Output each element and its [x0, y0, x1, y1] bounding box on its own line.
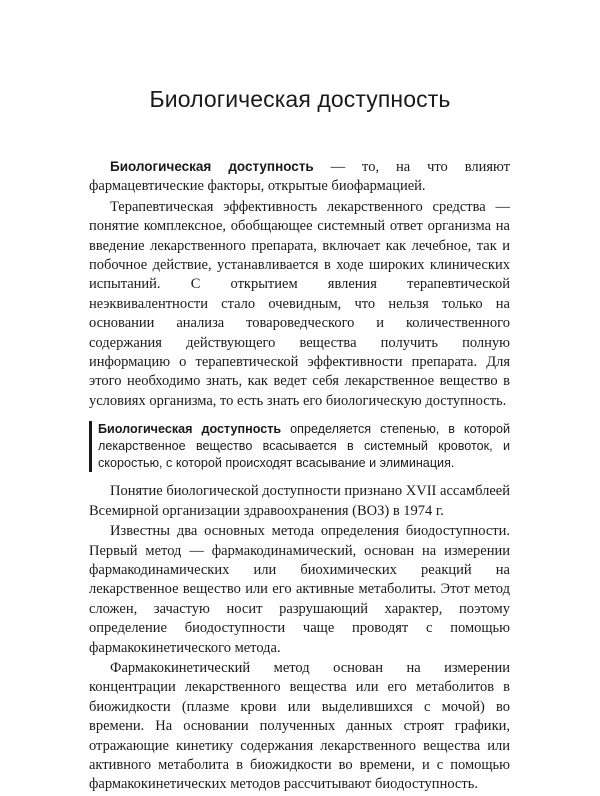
paragraph-therapeutic-efficacy: Терапевтическая эффективность лекарственного средства — понятие комплексное, обобщающее системный ответ организма на введение лекарственного препарата, включает как лечебное, так и побочное действие, устанавливается в ходе широких клинических испытаний. С открытием явления терапевтической неэквивалентности стало очевидным, что нельзя только на основании анализа товароведческого и количественного содержания действующего вещества получить полную информацию о терапевтической эффективности препарата. Для этого необходимо знать, как ведет себя лекарственное вещество в условиях организма, то есть знать его биологическую доступность. [89, 198, 510, 409]
callout-term: Биологическая доступность [98, 422, 282, 437]
body-text [89, 157, 510, 796]
definition-text: — то, на что влияют фармацевтические факторы, открытые биофармацией. [89, 159, 510, 195]
paragraph-methods: Известны два основных метода определения биодоступности. Первый метод — фармакодинамический, основан на измерении фармакодинамических или биохимических реакций на лекарственное вещество или его активные метаболиты. Этот метод сложен, зачастую носит разрушающий характер, поэтому определение биодоступности чаще проводят с помощью фармакокинетического метода. [89, 523, 510, 656]
paragraph-who-recognition: Понятие биологической доступности признано XVII ассамблеей Всемирной организации здравоохранения (ВОЗ) в 1974 г. [89, 483, 510, 519]
paragraph-pharmacokinetic: Фармакокинетический метод основан на измерении концентрации лекарственного вещества или его метаболитов в биожидкости (плазме крови или выделившихся с мочой) во времени. На основании полученных данных строят графики, отражающие кинетику содержания лекарственного вещества или активного метаболита в биожидкости во времени, и с помощью фармакокинетических методов рассчитывают биодоступность. [89, 659, 510, 793]
callout-text: определяется степенью, в которой лекарственное вещество всасывается в системный кровоток, и скоростью, с которой происходят всасывание и элиминация. [98, 422, 510, 471]
paragraph-definition [89, 157, 510, 197]
callout-box [89, 421, 510, 472]
page-title: Биологическая доступность [149, 86, 451, 112]
definition-term: Биологическая доступность [110, 159, 314, 174]
